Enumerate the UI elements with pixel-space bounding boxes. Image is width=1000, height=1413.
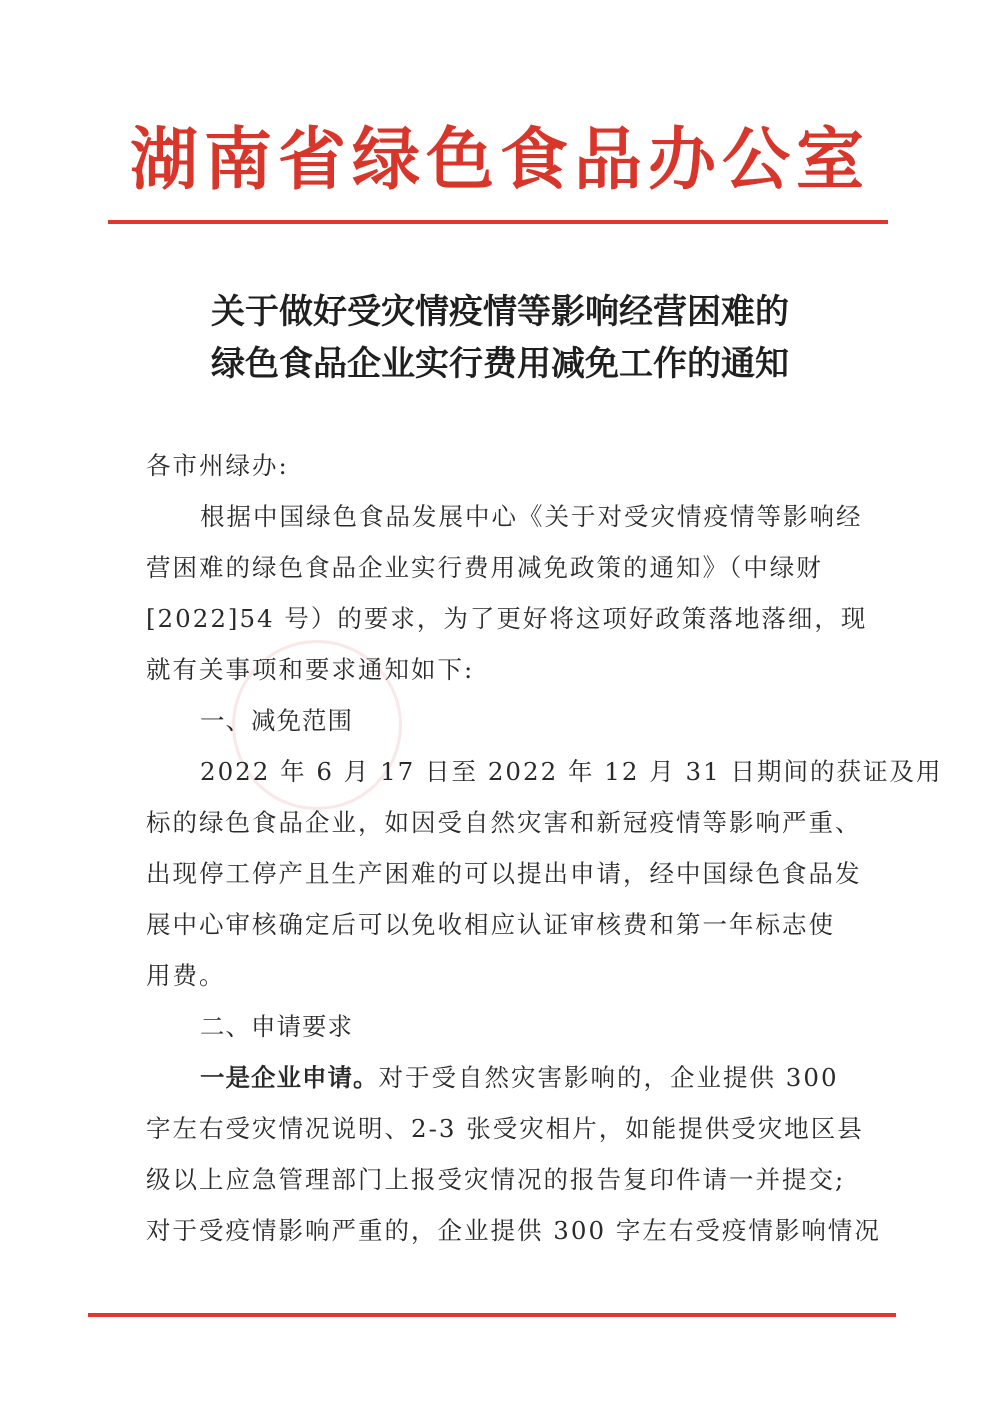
section-2-line-3: 级以上应急管理部门上报受灾情况的报告复印件请一并提交; [146,1165,846,1194]
section-2-heading: 二、申请要求 [200,1012,353,1041]
section-2-line-4: 对于受疫情影响严重的，企业提供 300 字左右受疫情影响情况 [146,1216,881,1245]
organization-header: 湖南省绿色食品办公室 [129,120,870,200]
intro-line-4: 就有关事项和要求通知如下: [146,655,475,684]
section-1-line-5: 用费。 [146,961,226,990]
salutation: 各市州绿办: [146,451,289,480]
section-1-heading: 一、减免范围 [200,706,353,735]
section-2-lead: 一是企业申请。 [200,1063,379,1092]
section-1-line-3: 出现停工停产且生产困难的可以提出申请，经中国绿色食品发 [146,859,862,888]
footer-divider [88,1313,896,1317]
intro-line-2: 营困难的绿色食品企业实行费用减免政策的通知》（中绿财 [146,553,823,582]
intro-line-3: [2022]54 号）的要求，为了更好将这项好政策落地落细，现 [146,604,868,633]
title-line-2: 绿色食品企业实行费用减免工作的通知 [211,344,789,384]
document-title [110,286,890,390]
section-2-line-1-rest: 对于受自然灾害影响的，企业提供 300 [378,1063,839,1092]
title-line-1: 关于做好受灾情疫情等影响经营困难的 [211,292,789,332]
document-body [146,440,943,1256]
section-2-line-1 [146,1052,866,1103]
section-1-line-2: 标的绿色食品企业，如因受自然灾害和新冠疫情等影响严重、 [146,808,862,837]
header-divider [108,220,888,224]
intro-line-1: 根据中国绿色食品发展中心《关于对受灾情疫情等影响经 [200,502,863,531]
section-1-line-1: 2022 年 6 月 17 日至 2022 年 12 月 31 日期间的获证及用 [200,757,943,786]
section-2-line-2: 字左右受灾情况说明、2-3 张受灾相片，如能提供受灾地区县 [146,1114,864,1143]
section-1-line-4: 展中心审核确定后可以免收相应认证审核费和第一年标志使 [146,910,835,939]
